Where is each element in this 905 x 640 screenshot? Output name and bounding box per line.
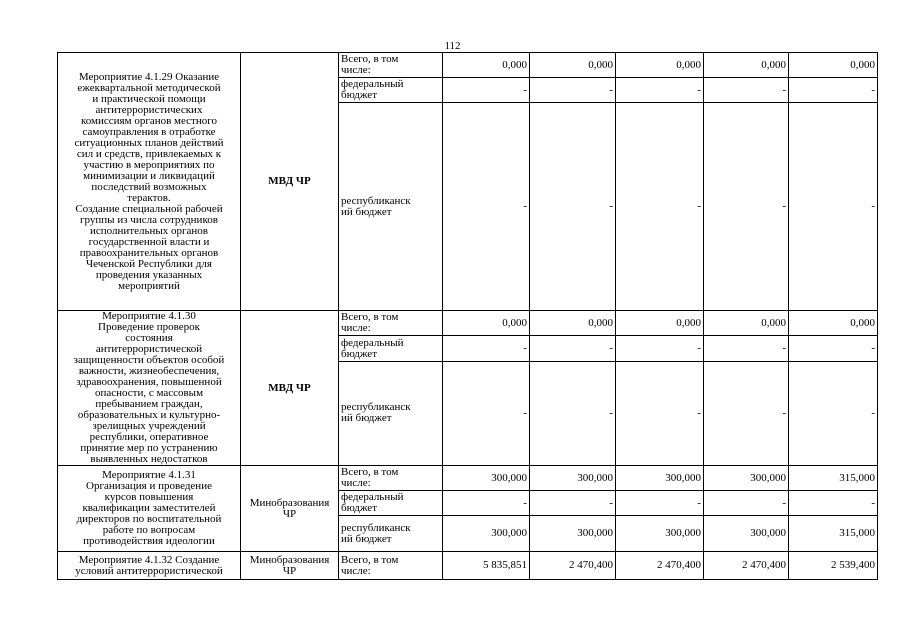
funding-source: республиканск ий бюджет bbox=[339, 103, 443, 311]
measure-name-line: Мероприятие 4.1.32 Создание bbox=[78, 553, 220, 566]
measure-name-line: антитеррористической bbox=[95, 343, 203, 355]
table-row bbox=[58, 466, 878, 491]
amount-cell: 300,000 bbox=[704, 516, 789, 552]
measure-name-line: и практической помощи bbox=[92, 92, 206, 105]
amount-cell: - bbox=[704, 491, 789, 516]
measure-name-line: зрелищных учреждений bbox=[92, 420, 206, 432]
funding-source: Всего, в том числе: bbox=[339, 466, 443, 491]
measure-name-line: самоуправления в отработке bbox=[82, 125, 216, 138]
funding-source: федеральный бюджет bbox=[339, 491, 443, 516]
measure-name-line: Проведение проверок bbox=[98, 321, 200, 333]
executor: МВД ЧР bbox=[241, 53, 339, 311]
amount-cell: 300,000 bbox=[616, 466, 704, 491]
executor: МВД ЧР bbox=[241, 311, 339, 466]
amount-cell: - bbox=[443, 78, 530, 103]
measure-name-line: Чеченской Республики для bbox=[86, 257, 212, 270]
funding-source: Всего, в том числе: bbox=[339, 552, 443, 580]
amount-cell: - bbox=[616, 336, 704, 361]
amount-cell: 2 470,400 bbox=[530, 552, 616, 580]
measure-name-line: опасности, с массовым bbox=[94, 387, 204, 399]
amount-cell: 300,000 bbox=[443, 516, 530, 552]
measure-name-line: директоров по воспитательной bbox=[76, 513, 222, 525]
measure-name bbox=[58, 466, 241, 552]
amount-cell: - bbox=[704, 336, 789, 361]
measure-name-line: сил и средств, привлекаемых к bbox=[76, 147, 222, 160]
amount-cell: 0,000 bbox=[704, 311, 789, 336]
amount-cell: - bbox=[616, 103, 704, 311]
amount-cell: - bbox=[530, 361, 616, 465]
amount-cell: - bbox=[530, 491, 616, 516]
amount-cell: 2 539,400 bbox=[789, 552, 878, 580]
table-row bbox=[58, 53, 878, 78]
amount-cell: - bbox=[789, 361, 878, 465]
funding-source: Всего, в том числе: bbox=[339, 53, 443, 78]
funding-source: федеральный бюджет bbox=[339, 78, 443, 103]
measure-name-line: выявленных недостатков bbox=[90, 453, 208, 465]
measure-name-line: ежеквартальной методической bbox=[77, 81, 221, 94]
amount-cell: 315,000 bbox=[789, 516, 878, 552]
amount-cell: - bbox=[789, 78, 878, 103]
table-row bbox=[58, 311, 878, 336]
measure-name-line: государственной власти и bbox=[88, 235, 210, 248]
measure-name-line: курсов повышения bbox=[104, 491, 194, 503]
measure-name bbox=[58, 311, 241, 466]
table-row bbox=[58, 552, 878, 580]
amount-cell: - bbox=[616, 78, 704, 103]
amount-cell: 0,000 bbox=[616, 311, 704, 336]
amount-cell: 300,000 bbox=[616, 516, 704, 552]
measure-name-line: исполнительных органов bbox=[90, 224, 208, 237]
measure-name-line: квалификации заместителей bbox=[82, 502, 216, 514]
measure-name-line: Мероприятие 4.1.31 bbox=[102, 469, 196, 481]
measure-name-line: работе по вопросам bbox=[102, 524, 196, 536]
measure-name-line: защищенности объектов особой bbox=[73, 354, 225, 366]
measure-name-line: противодействия идеологии bbox=[83, 535, 215, 547]
measure-name-line: пребыванием граждан, bbox=[95, 398, 203, 410]
measure-name-line: состояния bbox=[125, 332, 173, 344]
amount-cell: - bbox=[443, 103, 530, 311]
amount-cell: 2 470,400 bbox=[616, 552, 704, 580]
amount-cell: 300,000 bbox=[443, 466, 530, 491]
amount-cell: 315,000 bbox=[789, 466, 878, 491]
page-number: 112 bbox=[444, 40, 461, 52]
measure-name-line: группы из числа сотрудников bbox=[80, 213, 218, 226]
measure-name-line: условий антитеррористической bbox=[75, 564, 223, 577]
measure-name-line: участию в мероприятиях по bbox=[83, 158, 215, 171]
amount-cell: 0,000 bbox=[616, 53, 704, 78]
amount-cell: - bbox=[704, 103, 789, 311]
amount-cell: 0,000 bbox=[443, 311, 530, 336]
measure-name-line: важности, жизнеобеспечения, bbox=[78, 365, 220, 377]
measure-name-line: мероприятий bbox=[118, 279, 180, 292]
amount-cell: - bbox=[789, 336, 878, 361]
amount-cell: - bbox=[530, 336, 616, 361]
funding-source: федеральный бюджет bbox=[339, 336, 443, 361]
measure-name-line: Мероприятие 4.1.30 bbox=[102, 310, 196, 322]
measure-name-line: принятие мер по устранению bbox=[80, 442, 218, 454]
measure-name-line: проведения указанных bbox=[95, 268, 203, 281]
measure-name-line: ситуационных планов действий bbox=[74, 136, 224, 149]
measure-name bbox=[58, 53, 241, 311]
amount-cell: - bbox=[616, 491, 704, 516]
amount-cell: - bbox=[443, 491, 530, 516]
amount-cell: - bbox=[704, 78, 789, 103]
amount-cell: - bbox=[443, 336, 530, 361]
amount-cell: 300,000 bbox=[530, 466, 616, 491]
executor: Минобразования ЧР bbox=[241, 466, 339, 552]
amount-cell: 2 470,400 bbox=[704, 552, 789, 580]
amount-cell: - bbox=[530, 78, 616, 103]
amount-cell: 0,000 bbox=[443, 53, 530, 78]
funding-source: республиканск ий бюджет bbox=[339, 361, 443, 465]
measure-name-line: антитеррористических bbox=[95, 103, 203, 116]
measure-name-line: республики, оперативное bbox=[89, 431, 209, 443]
amount-cell: - bbox=[530, 103, 616, 311]
measure-name bbox=[58, 552, 241, 580]
amount-cell: - bbox=[704, 361, 789, 465]
amount-cell: 300,000 bbox=[530, 516, 616, 552]
measure-name-line: минимизации и ликвидаций bbox=[83, 169, 215, 182]
measure-name-line: Создание специальной рабочей bbox=[75, 202, 223, 215]
measure-name-line: комиссиям органов местного bbox=[80, 114, 217, 127]
executor: Минобразования ЧР bbox=[241, 552, 339, 580]
measure-name-line: образовательных и культурно- bbox=[77, 409, 221, 421]
measure-name-line: здравоохранения, повышенной bbox=[76, 376, 222, 388]
amount-cell: 0,000 bbox=[789, 311, 878, 336]
amount-cell: 0,000 bbox=[789, 53, 878, 78]
amount-cell: 0,000 bbox=[704, 53, 789, 78]
amount-cell: 0,000 bbox=[530, 53, 616, 78]
amount-cell: - bbox=[616, 361, 704, 465]
amount-cell: - bbox=[789, 491, 878, 516]
measure-name-line: правоохранительных органов bbox=[79, 246, 219, 259]
amount-cell: - bbox=[443, 361, 530, 465]
funding-source: республиканск ий бюджет bbox=[339, 516, 443, 552]
measure-name-line: Мероприятие 4.1.29 Оказание bbox=[78, 70, 220, 83]
budget-table bbox=[57, 52, 878, 580]
amount-cell: - bbox=[789, 103, 878, 311]
funding-source: Всего, в том числе: bbox=[339, 311, 443, 336]
measure-name-line: последствий возможных bbox=[91, 180, 207, 193]
amount-cell: 0,000 bbox=[530, 311, 616, 336]
measure-name-line: Организация и проведение bbox=[86, 480, 212, 492]
amount-cell: 300,000 bbox=[704, 466, 789, 491]
measure-name-line: терактов. bbox=[127, 191, 171, 204]
amount-cell: 5 835,851 bbox=[443, 552, 530, 580]
